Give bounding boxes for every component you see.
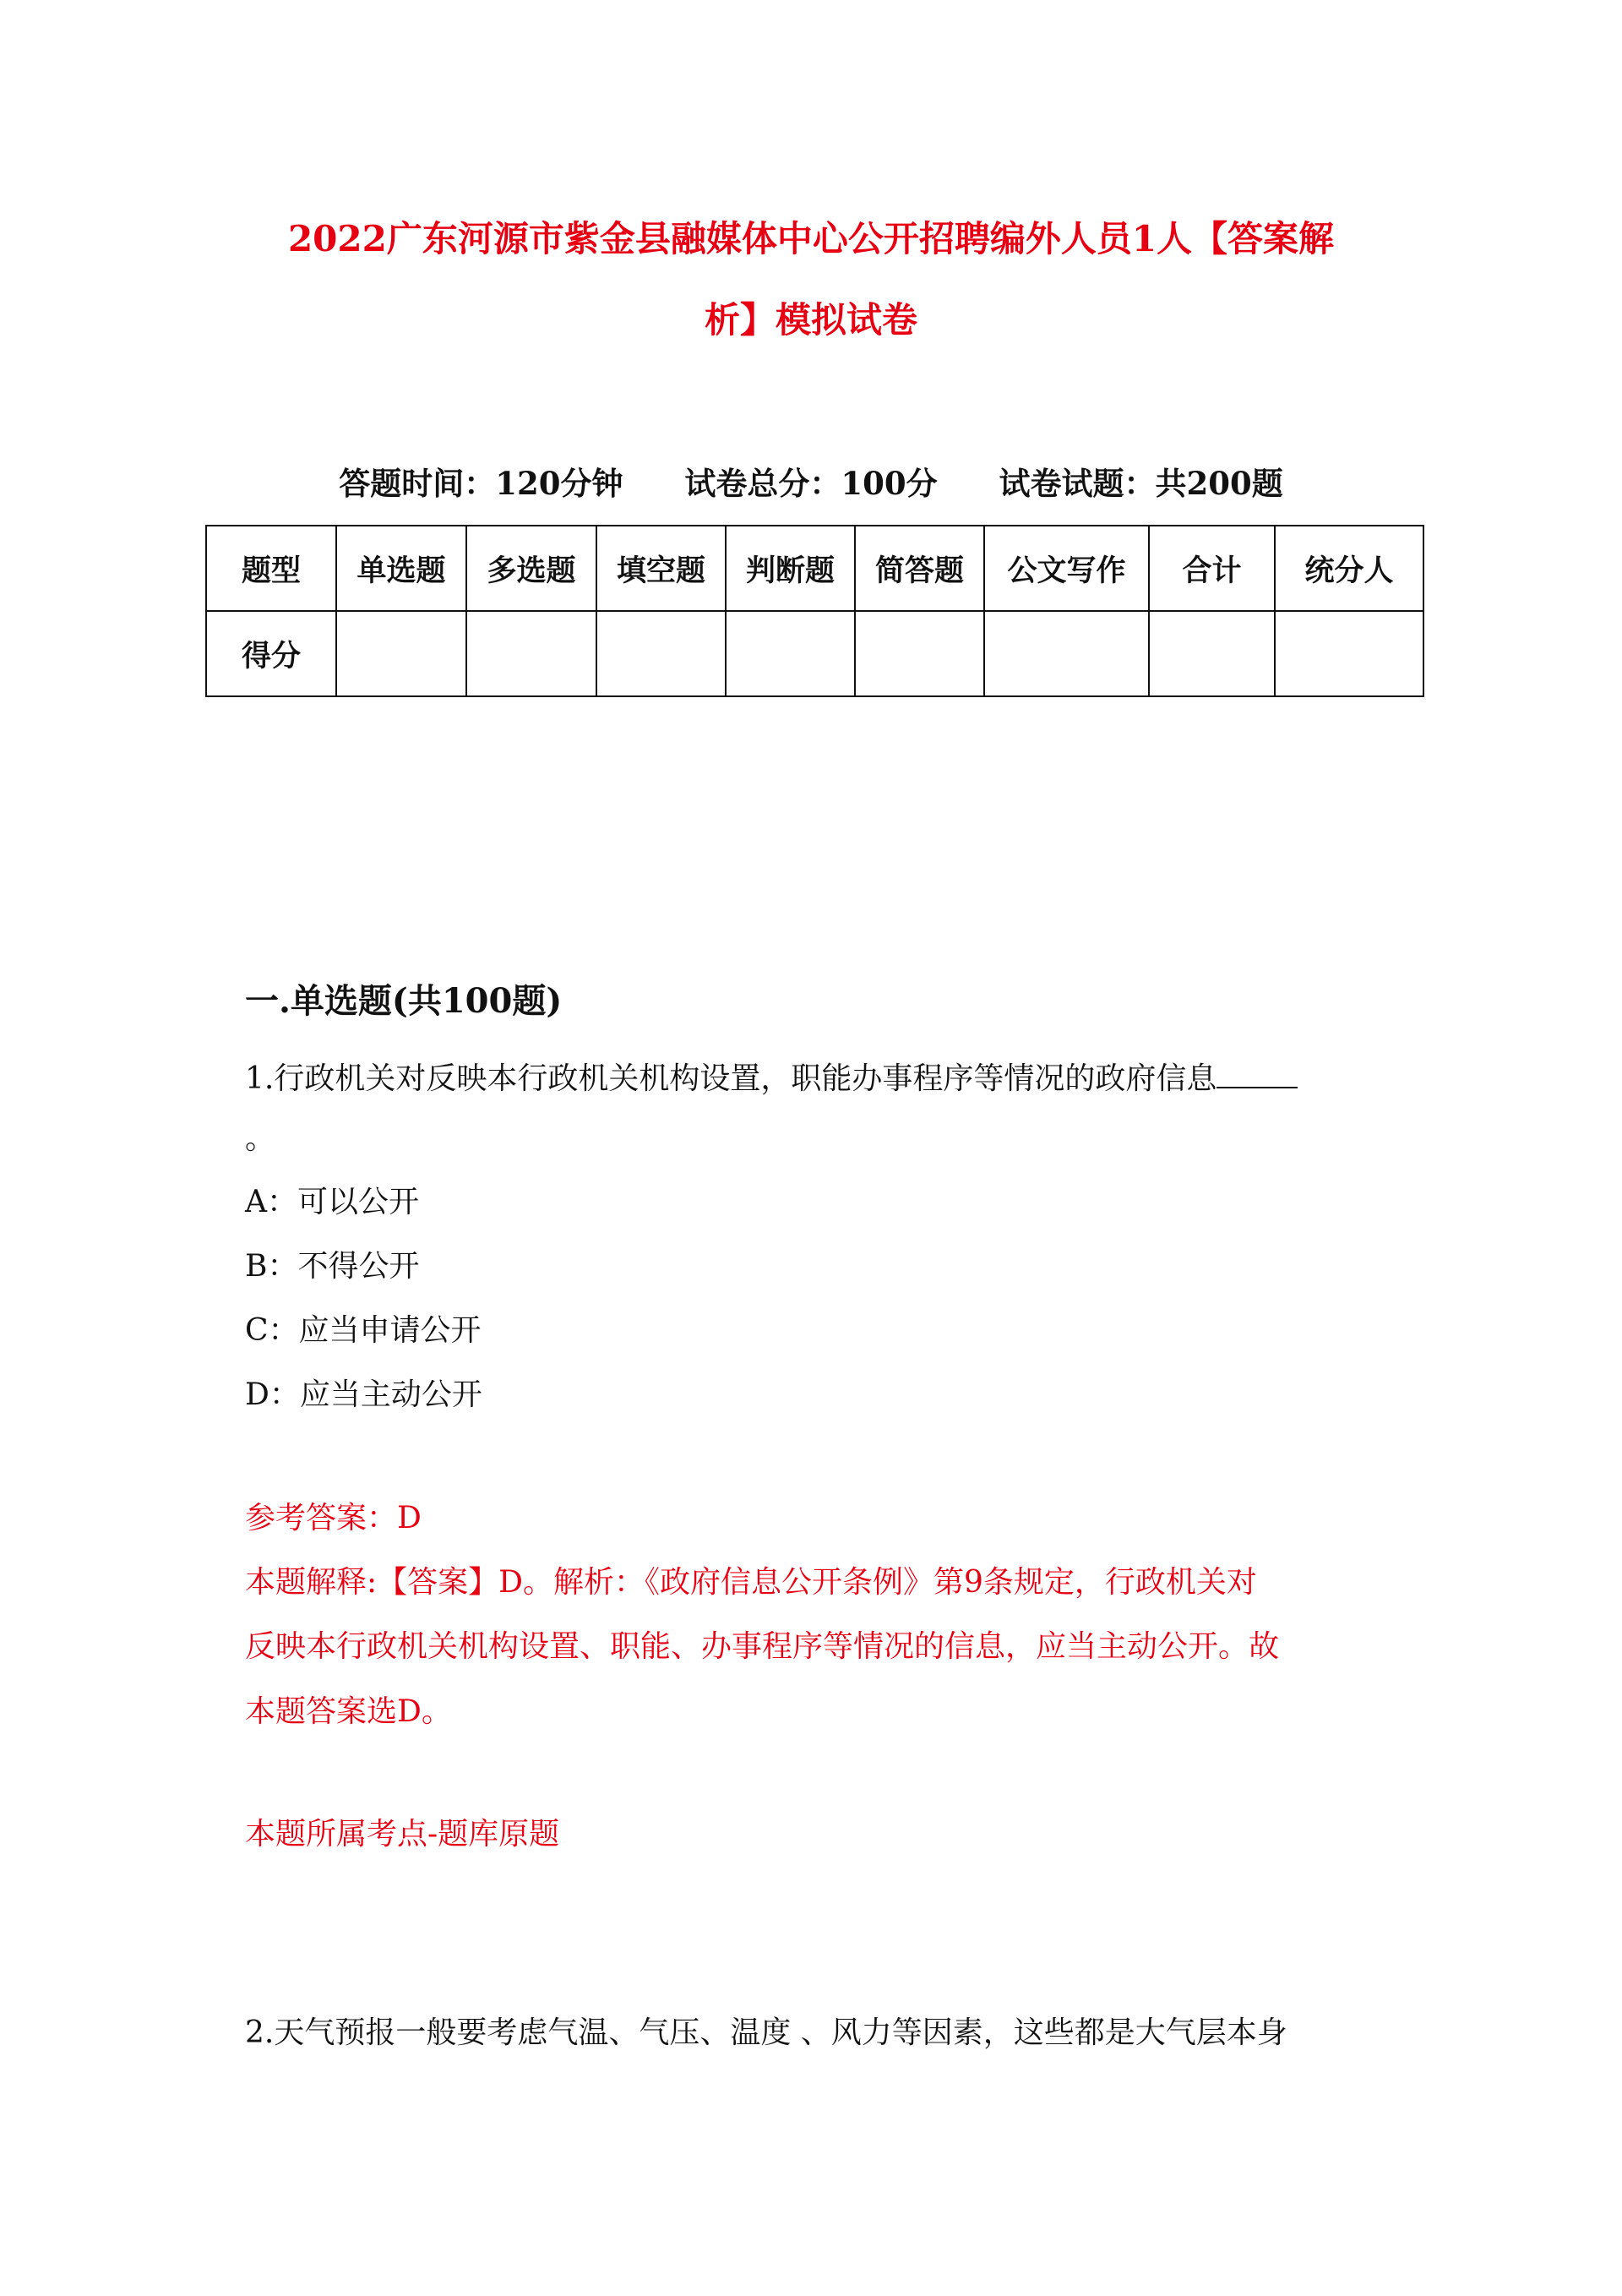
option-a: A：可以公开 [245, 1185, 419, 1219]
score-table-score-row [206, 611, 1423, 696]
score-row-label: 得分 [206, 611, 336, 696]
explanation-line-1: 本题解释:【答案】D。解析：《政府信息公开条例》第9条规定，行政机关对 [245, 1565, 1257, 1600]
score-cell [984, 611, 1149, 696]
score-cell [466, 611, 596, 696]
explanation-line-2: 反映本行政机关机构设置、职能、办事程序等情况的信息，应当主动公开。故 [245, 1629, 1280, 1664]
question-2-stem: 2.天气预报一般要考虑气温、气压、温度 、风力等因素，这些都是大气层本身 [245, 2015, 1287, 2050]
header-cell: 公文写作 [984, 526, 1149, 611]
exam-info [0, 458, 1622, 504]
score-cell [1149, 611, 1275, 696]
option-d: D：应当主动公开 [245, 1377, 482, 1412]
header-cell: 单选题 [336, 526, 466, 611]
explanation-line-3: 本题答案选D。 [245, 1694, 452, 1729]
header-cell: 判断题 [726, 526, 855, 611]
score-table-header-row [206, 526, 1423, 611]
score-cell [1275, 611, 1423, 696]
score-table [205, 525, 1424, 697]
question-1-end-mark: 。 [245, 1121, 276, 1156]
question-count: 试卷试题：共200题 [999, 465, 1283, 502]
score-cell [855, 611, 984, 696]
header-cell: 统分人 [1275, 526, 1423, 611]
answer-blank [1216, 1061, 1298, 1088]
reference-answer: 参考答案：D [245, 1501, 422, 1535]
header-cell: 题型 [206, 526, 336, 611]
score-cell [726, 611, 855, 696]
document-title-line-2: 析】模拟试卷 [704, 299, 917, 341]
exam-time: 答题时间：120分钟 [339, 465, 623, 502]
score-cell [596, 611, 726, 696]
question-1-text: 1.行政机关对反映本行政机关机构设置，职能办事程序等情况的政府信息 [245, 1061, 1217, 1096]
document-title-line-1: 2022广东河源市紫金县融媒体中心公开招聘编外人员1人【答案解 [287, 218, 1335, 259]
section-title: 一.单选题(共100题) [245, 981, 563, 1021]
total-score: 试卷总分：100分 [684, 465, 938, 502]
option-c: C：应当申请公开 [245, 1313, 482, 1348]
header-cell: 多选题 [466, 526, 596, 611]
header-cell: 合计 [1149, 526, 1275, 611]
topic-note: 本题所属考点-题库原题 [245, 1817, 560, 1852]
option-b: B：不得公开 [245, 1249, 420, 1284]
score-cell [336, 611, 466, 696]
header-cell: 填空题 [596, 526, 726, 611]
question-1-stem [245, 1061, 1377, 1094]
header-cell: 简答题 [855, 526, 984, 611]
